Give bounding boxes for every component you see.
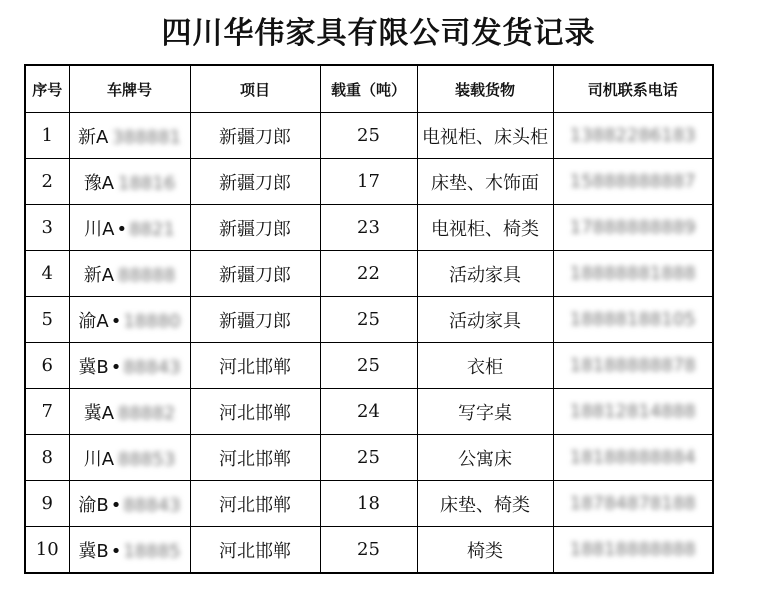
project-cell: 新疆刀郎 [190,251,320,297]
load-cell: 25 [320,435,417,481]
table-row [25,251,713,297]
plate-cell [69,113,190,159]
cargo-cell: 椅类 [417,527,553,574]
serial-cell: 5 [25,297,69,343]
plate-prefix: 豫A [83,172,115,194]
table-row [25,527,713,574]
plate-prefix: 渝B [78,494,109,516]
plate-cell [69,527,190,574]
header-plate: 车牌号 [69,65,190,113]
phone-cell [553,527,713,574]
table-row [25,205,713,251]
load-cell: 25 [320,113,417,159]
load-cell: 18 [320,481,417,527]
phone-cell [553,481,713,527]
plate-number-masked: 18816 [118,172,176,194]
cargo-cell: 写字桌 [417,389,553,435]
cargo-cell: 电视柜、椅类 [417,205,553,251]
plate-separator: • [116,218,128,240]
page-title: 四川华伟家具有限公司发货记录 [161,16,596,51]
load-cell: 24 [320,389,417,435]
load-cell: 22 [320,251,417,297]
plate-prefix: 川A [83,448,115,470]
cargo-cell: 电视柜、床头柜 [417,113,553,159]
phone-cell [553,343,713,389]
phone-masked: 18888188105 [569,309,696,330]
project-cell: 河北邯郸 [190,527,320,574]
header-cargo: 装载货物 [417,65,553,113]
phone-masked: 15888888887 [569,171,696,192]
serial-cell: 1 [25,113,69,159]
plate-prefix: 冀A [83,402,115,424]
serial-cell: 4 [25,251,69,297]
plate-prefix: 冀B [78,356,109,378]
project-cell: 河北邯郸 [190,435,320,481]
plate-number-masked: 18885 [123,540,181,562]
cargo-cell: 衣柜 [417,343,553,389]
serial-cell: 3 [25,205,69,251]
phone-masked: 18188888878 [569,355,696,376]
plate-prefix: 新A [77,126,109,148]
cargo-cell: 公寓床 [417,435,553,481]
plate-cell [69,481,190,527]
table-header-row [25,65,713,113]
table-row [25,159,713,205]
phone-masked: 18784878188 [569,493,696,514]
phone-cell [553,159,713,205]
load-cell: 25 [320,343,417,389]
cargo-cell: 活动家具 [417,251,553,297]
header-serial: 序号 [25,65,69,113]
plate-cell [69,435,190,481]
plate-separator: • [110,310,122,332]
plate-prefix: 新A [83,264,115,286]
plate-prefix: 川A [84,218,115,240]
load-cell: 17 [320,159,417,205]
header-project: 项目 [190,65,320,113]
header-phone: 司机联系电话 [553,65,713,113]
plate-separator: • [110,356,122,378]
plate-number-masked: 88882 [118,402,176,424]
cargo-cell: 活动家具 [417,297,553,343]
table-row [25,113,713,159]
plate-separator: • [110,494,122,516]
plate-cell [69,159,190,205]
plate-number-masked: 388881 [112,126,182,148]
plate-number-masked: 88843 [123,494,181,516]
plate-separator: • [110,540,122,562]
plate-number-masked: 18880 [123,310,181,332]
load-cell: 23 [320,205,417,251]
phone-masked: 17888888889 [569,217,696,238]
project-cell: 河北邯郸 [190,481,320,527]
plate-number-masked: 88843 [123,356,181,378]
project-cell: 河北邯郸 [190,343,320,389]
load-cell: 25 [320,297,417,343]
phone-cell [553,435,713,481]
serial-cell: 8 [25,435,69,481]
serial-cell: 7 [25,389,69,435]
table-row [25,481,713,527]
phone-masked: 18812814888 [569,401,696,422]
cargo-cell: 床垫、木饰面 [417,159,553,205]
plate-cell [69,251,190,297]
plate-number-masked: 8821 [129,218,175,240]
phone-masked: 18188888884 [569,447,696,468]
plate-number-masked: 88888 [118,264,176,286]
load-cell: 25 [320,527,417,574]
phone-cell [553,389,713,435]
project-cell: 新疆刀郎 [190,159,320,205]
plate-number-masked: 88853 [118,448,176,470]
project-cell: 新疆刀郎 [190,297,320,343]
serial-cell: 10 [25,527,69,574]
serial-cell: 6 [25,343,69,389]
plate-cell [69,389,190,435]
plate-cell [69,343,190,389]
plate-cell [69,297,190,343]
project-cell: 河北邯郸 [190,389,320,435]
shipment-table [24,64,714,574]
header-load: 载重（吨） [320,65,417,113]
table-row [25,297,713,343]
cargo-cell: 床垫、椅类 [417,481,553,527]
project-cell: 新疆刀郎 [190,113,320,159]
phone-masked: 18818888888 [569,539,696,560]
serial-cell: 2 [25,159,69,205]
table-row [25,389,713,435]
serial-cell: 9 [25,481,69,527]
table-row [25,435,713,481]
phone-masked: 13882286183 [569,125,696,146]
phone-cell [553,205,713,251]
table-row [25,343,713,389]
phone-cell [553,113,713,159]
phone-masked: 18888881888 [569,263,696,284]
plate-prefix: 冀B [78,540,109,562]
phone-cell [553,251,713,297]
plate-prefix: 渝A [78,310,109,332]
plate-cell [69,205,190,251]
project-cell: 新疆刀郎 [190,205,320,251]
phone-cell [553,297,713,343]
